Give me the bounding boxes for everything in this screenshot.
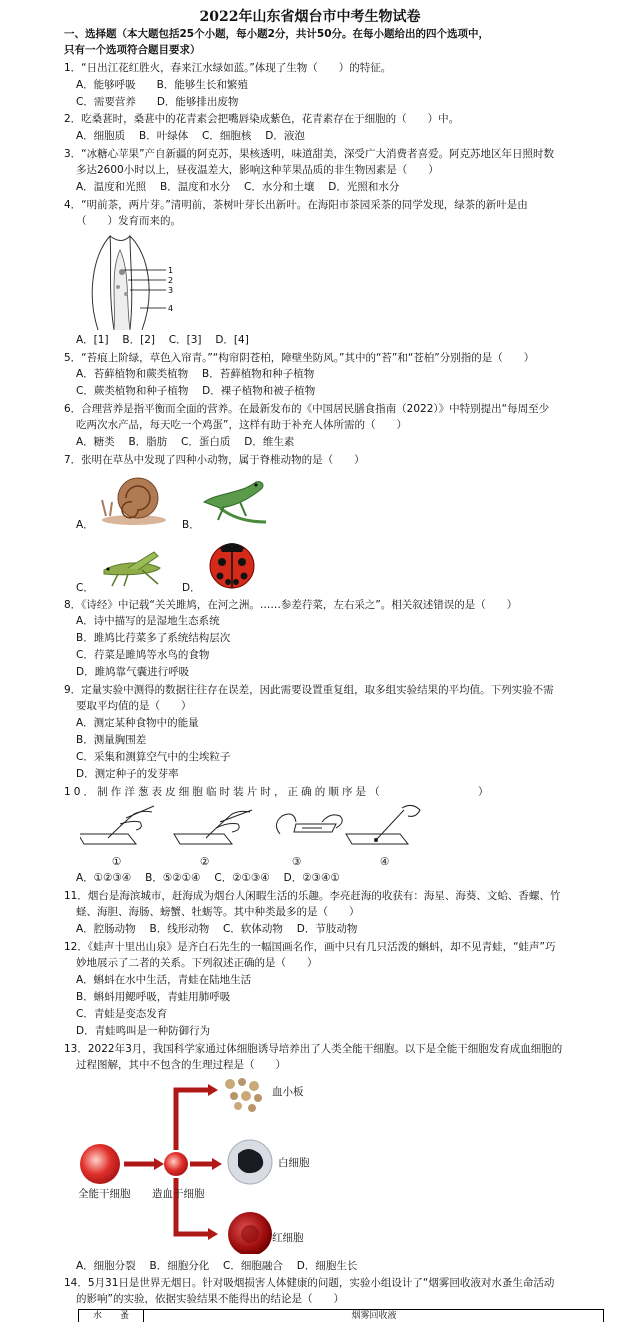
platelet-cluster [225, 1078, 262, 1112]
q3-stem-2: 多达2600小时以上，昼夜温差大，影响这种苹果品质的非生物因素是（ ） [76, 164, 439, 176]
label-blood-stem-cell: 造血干细胞 [152, 1188, 205, 1200]
q9-stem-2: 要取平均值的是（ ） [76, 700, 192, 712]
q8-option-c: C．荇菜是雎鸠等水鸟的食物 [76, 649, 210, 661]
q3-stem: 3．“冰糖心苹果”产自新疆的阿克苏，果核透明，味道甜美，深受广大消费者喜爱。阿克苏地区年日照时数 [64, 148, 555, 160]
red-blood-cell [228, 1212, 272, 1254]
q12-option-a: A．蝌蚪在水中生活，青蛙在陆地生活 [76, 974, 252, 986]
q9-option-c: C．采集和测算空气中的尘埃粒子 [76, 751, 231, 763]
white-blood-cell [228, 1140, 272, 1184]
section-header: 一、选择题（本大题包括25个小题，每小题2分，共计50分。在每小题给出的四个选项中， [64, 28, 490, 40]
totipotent-stem-cell [80, 1144, 120, 1184]
step-1-label: ① [112, 856, 122, 868]
label-platelet: 血小板 [272, 1086, 304, 1098]
q12-stem: 12．《蛙声十里出山泉》是齐白石先生的一幅国画名作，画中只有几只活泼的蝌蚪，却不见青蛙，“蛙声”巧 [64, 941, 556, 953]
q8-option-a: A．诗中描写的是湿地生态系统 [76, 615, 220, 627]
q1-stem: 1．“日出江花红胜火，春来江水绿如蓝。”体现了生物（ ）的特征。 [64, 62, 392, 74]
q9-stem: 9．定量实验中测得的数据往往存在误差，因此需要设置重复组，取多组实验结果的平均值。下列实验不需 [64, 684, 554, 696]
q10-options: A．①②③④ B．⑤②①④ C．②①③④ D．②③④① [76, 872, 340, 884]
ladybug-image [204, 536, 260, 592]
q3-options: A．温度和光照 B．温度和水分 C．水分和土壤 D．光照和水分 [76, 181, 400, 193]
exam-title: 2022年山东省烟台市中考生物试卷 [199, 9, 421, 25]
q7-option-c: C． [76, 582, 94, 594]
q2-stem: 2．吃桑葚时，桑葚中的花青素会把嘴唇染成紫色，花青素存在于细胞的（ ）中。 [64, 113, 460, 125]
q13-stem: 13．2022年3月，我国科学家通过体细胞诱导培养出了人类全能干细胞。以下是全能干细胞发育成血细胞的 [64, 1043, 563, 1055]
q7-option-d: D． [182, 582, 201, 594]
q5-options-ab: A．苔藓植物和蕨类植物 B．苔藓植物和种子植物 [76, 368, 315, 380]
section-header-2: 只有一个选项符合题目要求） [64, 44, 201, 56]
label-wbc: 白细胞 [278, 1157, 310, 1169]
step-3-label: ③ [292, 856, 302, 868]
bud-diagram [80, 232, 180, 332]
q9-option-d: D．测定种子的发芽率 [76, 768, 179, 780]
bud-label-4: 4 [168, 304, 174, 313]
q14-table [78, 1309, 604, 1322]
q4-options: A．[1] B．[2] C．[3] D．[4] [76, 334, 249, 346]
q12-option-c: C．青蛙是变态发育 [76, 1008, 168, 1020]
q8-option-b: B．雎鸠比荇菜多了系统结构层次 [76, 632, 231, 644]
q14-stem: 14．5月31日是世界无烟日。针对吸烟损害人体健康的问题，实验小组设计了“烟雾回收液对水蚤生命活动 [64, 1277, 555, 1289]
q12-stem-2: 妙地展示了二者的关系。下列叙述正确的是（ ） [76, 957, 318, 969]
hematopoietic-stem-cell [164, 1152, 188, 1176]
q6-stem-2: 吃两次水产品，每天吃一个鸡蛋”，这样有助于补充人体所需的（ ） [76, 419, 407, 431]
q9-option-b: B．测量胸围差 [76, 734, 147, 746]
q13-options: A．细胞分裂 B．细胞分化 C．细胞融合 D．细胞生长 [76, 1260, 358, 1272]
step-4-figure [346, 805, 420, 844]
q8-stem: 8．《诗经》中记载“关关雎鸠，在河之洲。……参差荇菜，左右采之”。相关叙述错误的是（ ） [64, 599, 518, 611]
label-stem-cell: 全能干细胞 [78, 1188, 131, 1200]
q14-table-header-2: 烟雾回收液 [351, 1311, 397, 1321]
q9-option-a: A．测定某种食物中的能量 [76, 717, 199, 729]
q12-option-d: D．青蛙鸣叫是一种防御行为 [76, 1025, 211, 1037]
q5-options-cd: C．蕨类植物和种子植物 D．裸子植物和被子植物 [76, 385, 316, 397]
step-4-label: ④ [380, 856, 390, 868]
q7-stem: 7．张明在草丛中发现了四种小动物，属于脊椎动物的是（ ） [64, 454, 365, 466]
bud-label-3: 3 [168, 286, 174, 295]
step-2-figure [174, 810, 252, 844]
step-3-figure [276, 814, 342, 834]
q6-options: A．糖类 B．脂肪 C．蛋白质 D．维生素 [76, 436, 295, 448]
q10-stem: 10．制作洋葱表皮细胞临时装片时，正确的顺序是（ ） [64, 786, 492, 798]
lizard-image [200, 472, 270, 526]
q14-stem-2: 的影响”的实验，依据实验结果不能得出的结论是（ ） [76, 1293, 344, 1305]
label-rbc: 红细胞 [272, 1232, 304, 1244]
q11-stem: 11．烟台是海滨城市，赶海成为烟台人闲暇生活的乐趣。李亮赶海的收获有：海星、海葵、文蛤、香螺、竹 [64, 890, 561, 902]
q4-stem-2: （ ）发育而来的。 [76, 215, 181, 227]
slide-steps-figure [80, 804, 600, 854]
grasshopper-image [98, 548, 168, 590]
q2-options: A．细胞质 B．叶绿体 C．细胞核 D．液泡 [76, 130, 305, 142]
q8-option-d: D．雎鸠靠气囊进行呼吸 [76, 666, 190, 678]
snail-image [98, 470, 168, 528]
q5-stem: 5．“苔痕上阶绿，草色入帘青。”“构帘阴苍柏，障壁坐防风。”其中的“苔”和“苍柏”分别指的是（ ） [64, 352, 535, 364]
q1-options-cd: C．需要营养 D．能够排出废物 [76, 96, 239, 108]
bud-label-1: 1 [168, 266, 174, 275]
q11-options: A．腔肠动物 B．线形动物 C．软体动物 D．节肢动物 [76, 923, 358, 935]
q4-stem: 4．“明前茶，两片芽。”清明前，茶树叶芽长出新叶。在海阳市茶园采茶的同学发现，绿茶的新叶是由 [64, 199, 528, 211]
q7-option-a: A． [76, 519, 94, 531]
q13-stem-2: 过程图解，其中不包含的生理过程是（ ） [76, 1059, 286, 1071]
q1-options-ab: A．能够呼吸 B．能够生长和繁殖 [76, 79, 248, 91]
q14-table-header-1: 水 蚤 [79, 1310, 144, 1322]
q12-option-b: B．蝌蚪用鳃呼吸，青蛙用肺呼吸 [76, 991, 231, 1003]
step-1-figure [80, 806, 154, 844]
bud-label-2: 2 [168, 276, 174, 285]
step-2-label: ② [200, 856, 210, 868]
q6-stem: 6．合理营养是指平衡而全面的营养。在最新发布的《中国居民膳食指南（2022）》中特别提出“每周至少 [64, 403, 550, 415]
q11-stem-2: 蛏、海胆、海肠、螃蟹、牡蛎等。其中种类最多的是（ ） [76, 906, 360, 918]
q7-option-b: B． [182, 519, 200, 531]
